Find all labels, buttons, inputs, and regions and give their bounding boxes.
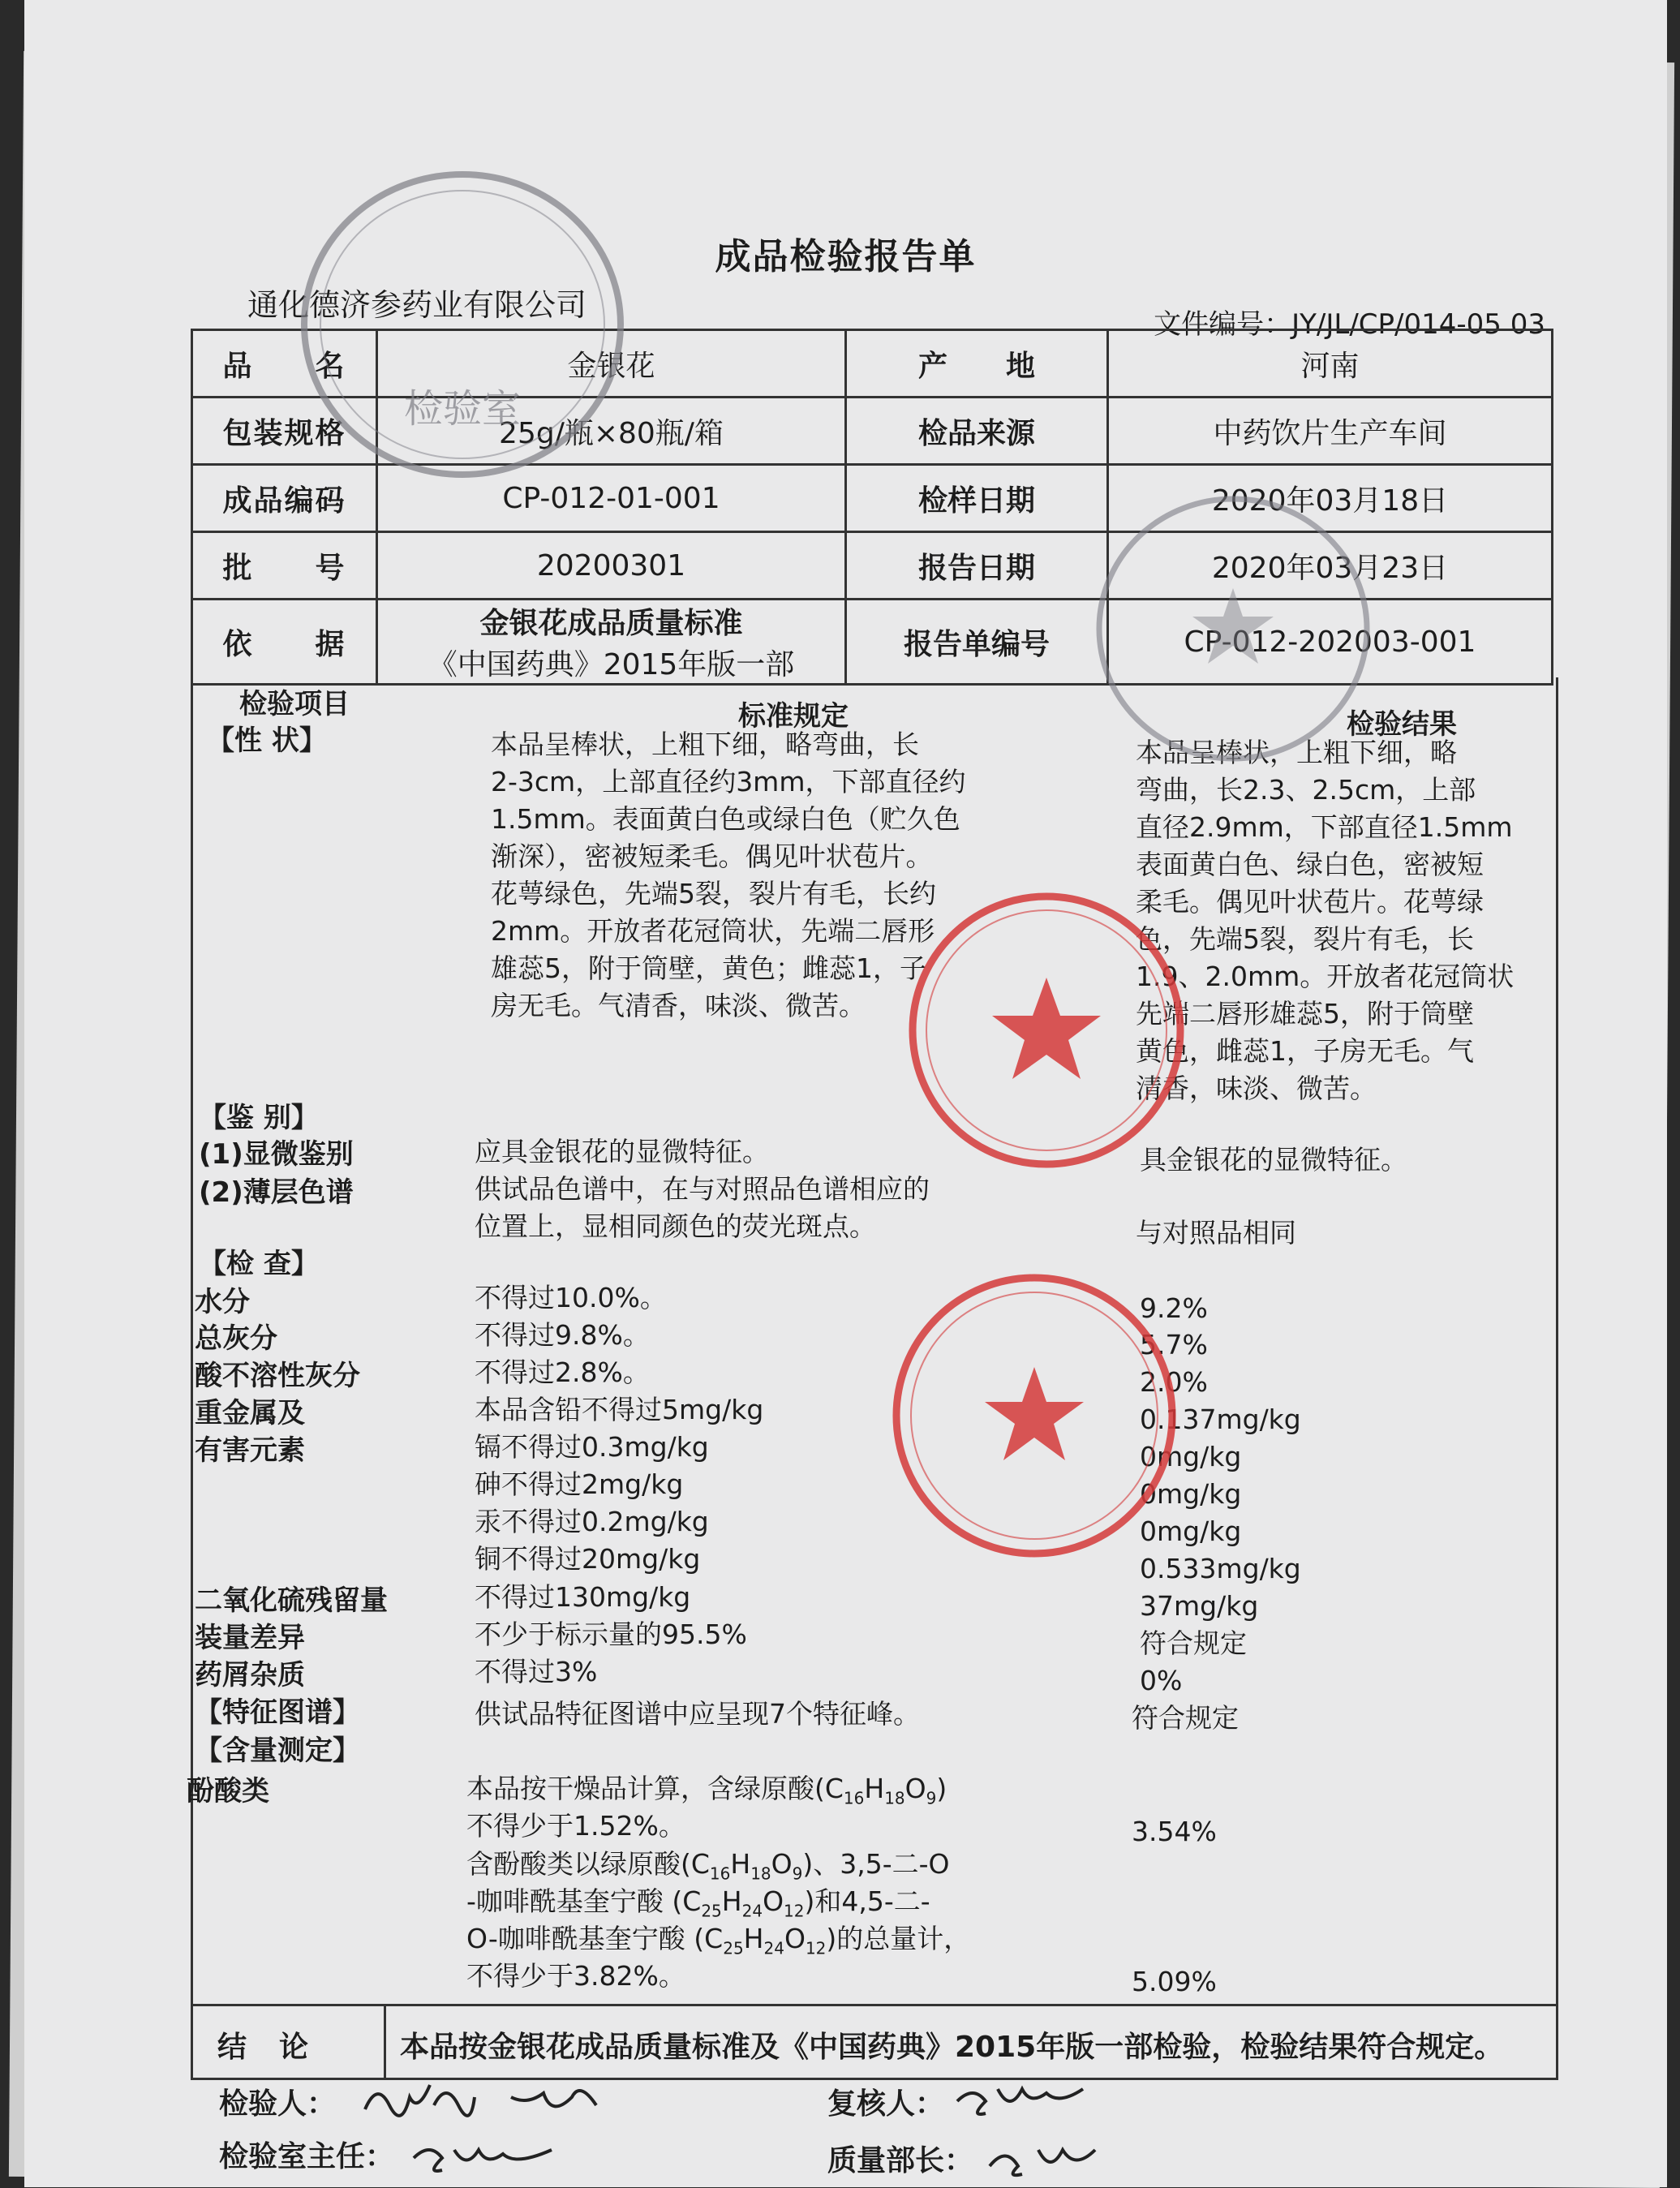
ash-result: 5.7% [1140,1329,1208,1361]
lab-director-signature [406,2130,592,2178]
appearance-result: 本品呈棒状，上粗下细，略 弯曲，长2.3、2.5cm，上部 直径2.9mm，下部直径1.5mm 表面黄白色、绿白色，密被短 柔毛。偶见叶状苞片。花萼绿 色，先端5裂，裂片有毛，长 1.9、2.0mm。开放者花冠筒状 先端二唇形雄蕊5，附于筒壁 黄色，雌蕊1，子房无毛。气 清香，味淡、微苦。 [1136,737,1515,1104]
water-label: 水分 [195,1286,250,1318]
reviewer-signature [949,2073,1111,2121]
impurity-label: 药屑杂质 [195,1659,305,1692]
red-quality-seal [884,1266,1184,1566]
section-fingerprint: 【特征图谱】 [195,1696,360,1729]
red-company-seal [900,884,1192,1176]
company-name: 通化德济参药业有限公司 [247,287,587,323]
tlc-result: 与对照品相同 [1136,1217,1296,1249]
metal-label-2: 有害元素 [195,1434,305,1467]
report-paper [24,0,1667,2187]
acid-ash-result: 2.0% [1140,1366,1208,1398]
ash-standard: 不得过9.8%。 [475,1319,650,1351]
assay-result-1: 3.54% [1132,1816,1217,1847]
acid-ash-label: 酸不溶性灰分 [195,1360,360,1392]
sample-date-label: 检样日期 [846,465,1108,532]
conclusion-text: 本品按金银花成品质量标准及《中国药典》2015年版一部检验，检验结果符合规定。 [400,2031,1504,2064]
cadmium-standard: 镉不得过0.3mg/kg [475,1431,709,1463]
fill-result: 符合规定 [1140,1627,1247,1659]
origin: 河南 [1108,330,1553,398]
acid-ash-standard: 不得过2.8%。 [475,1356,650,1388]
impurity-result: 0% [1140,1665,1183,1696]
assay-standard-1: 本品按干燥品计算，含绿原酸$(C_{16}H_{18}O_9)$ [466,1773,947,1808]
section-assay: 【含量测定】 [195,1734,360,1767]
section-identification: 【鉴 别】 [199,1102,319,1134]
batch-number: 20200301 [377,532,846,600]
so2-result: 37mg/kg [1140,1590,1259,1622]
lab-director-label: 检验室主任： [219,2140,395,2173]
qa-head-label: 质量部长： [827,2144,974,2177]
reviewer-label: 复核人： [827,2087,945,2121]
so2-label: 二氧化硫残留量 [195,1584,388,1617]
gray-report-seal [1079,487,1387,771]
lead-standard: 本品含铅不得过5mg/kg [475,1394,764,1425]
sample-date: 2020年03月18日 [1108,465,1553,532]
arsenic-standard: 砷不得过2mg/kg [475,1468,684,1500]
fill-standard: 不少于标示量的95.5% [475,1618,747,1650]
assay-standard-6: 不得少于3.82%。 [466,1960,685,1992]
arsenic-result: 0mg/kg [1140,1478,1242,1510]
assay-result-2: 5.09% [1132,1966,1217,1997]
assay-standard-5: O-咖啡酰基奎宁酸 $(C_{25}H_{24}O_{12})$的总量计， [466,1923,971,1958]
cadmium-result: 0mg/kg [1140,1441,1242,1472]
packaging: 25g/瓶×80瓶/箱 [377,398,846,465]
conclusion-box [191,2004,1558,2080]
mercury-result: 0mg/kg [1140,1515,1242,1547]
product-code: CP-012-01-001 [377,465,846,532]
packaging-label: 包装规格 [192,398,377,465]
metal-label-1: 重金属及 [195,1397,305,1429]
gray-company-seal [284,162,641,487]
qa-head-signature [982,2134,1128,2182]
so2-standard: 不得过130mg/kg [475,1581,691,1613]
conclusion-divider [384,2006,386,2078]
col-head-result: 检验结果 [1347,708,1457,741]
col-head-item: 检验项目 [239,688,350,720]
tlc-standard: 供试品色谱中，在与对照品色谱相应的 位置上，显相同颜色的荧光斑点。 [475,1173,930,1242]
basis-line-2: 《中国药典》2015年版一部 [428,648,795,681]
copper-standard: 铜不得过20mg/kg [475,1543,701,1575]
fingerprint-standard: 供试品特征图谱中应呈现7个特征峰。 [475,1698,920,1730]
report-title: 成品检验报告单 [715,236,977,277]
section-appearance: 【性 状】 [207,724,327,757]
fill-label: 装量差异 [195,1622,305,1654]
report-number: CP-012-202003-001 [1108,600,1553,685]
basis-label: 依 据 [192,600,377,685]
section-checks: 【检 查】 [199,1248,319,1280]
document-number: 文件编号：JY/JL/CP/014-05 03 [1154,308,1545,341]
col-head-standard: 标准规定 [738,700,849,733]
impurity-standard: 不得过3% [475,1656,598,1687]
svg-text:检验室: 检验室 [403,386,522,432]
water-result: 9.2% [1140,1292,1208,1324]
batch-label: 批 号 [192,532,377,600]
assay-label: 酚酸类 [187,1775,269,1808]
product-name-label: 品 名 [192,330,377,398]
report-date: 2020年03月23日 [1108,532,1553,600]
micro-label: (1)显微鉴别 [199,1138,354,1171]
conclusion-label: 结论 [217,2031,342,2064]
assay-standard-4: -咖啡酰基奎宁酸 $(C_{25}H_{24}O_{12})$和4,5-二- [466,1885,930,1921]
report-no-label: 报告单编号 [846,600,1108,685]
source-label: 检品来源 [846,398,1108,465]
mercury-standard: 汞不得过0.2mg/kg [475,1506,709,1537]
source: 中药饮片生产车间 [1108,398,1553,465]
inspector-label: 检验人： [219,2087,337,2121]
origin-label: 产 地 [846,330,1108,398]
assay-standard-2: 不得少于1.52%。 [466,1810,685,1842]
product-name: 金银花 [377,330,846,398]
lead-result: 0.137mg/kg [1140,1404,1301,1435]
fingerprint-result: 符合规定 [1132,1702,1239,1734]
code-label: 成品编码 [192,465,377,532]
basis [377,600,846,685]
ash-label: 总灰分 [195,1322,277,1355]
micro-standard: 应具金银花的显微特征。 [475,1136,769,1167]
inspector-signature [357,2073,617,2130]
water-standard: 不得过10.0%。 [475,1282,667,1313]
basis-line-1: 金银花成品质量标准 [479,607,743,640]
copper-result: 0.533mg/kg [1140,1553,1301,1584]
tlc-label: (2)薄层色谱 [199,1176,354,1209]
report-date-label: 报告日期 [846,532,1108,600]
assay-standard-3: 含酚酸类以绿原酸$(C_{16}H_{18}O_9)$、3,5-二-O [466,1848,950,1884]
appearance-standard: 本品呈棒状，上粗下细，略弯曲，长 2-3cm，上部直径约3mm，下部直径约 1.5mm。表面黄白色或绿白色（贮久色 渐深），密被短柔毛。偶见叶状苞片。 花萼绿色，先端5裂，裂片有毛，长约 2mm。开放者花冠筒状，先端二唇形 雄蕊5，附于筒壁，黄色；雌蕊1，子 房无毛。气清香，味淡、微苦。 [491,729,966,1021]
micro-result: 具金银花的显微特征。 [1140,1144,1407,1176]
